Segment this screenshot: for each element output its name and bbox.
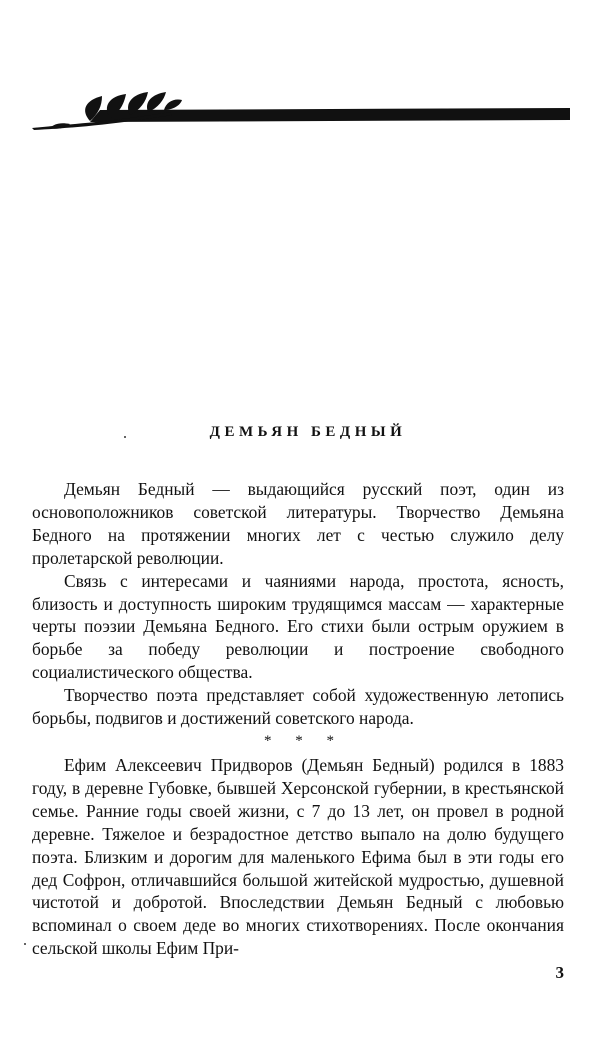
print-speck [24, 943, 26, 945]
page-number: 3 [555, 963, 564, 982]
paragraph: Творчество поэта представляет собой художественную летопись борьбы, подвигов и достижений советского народа. [32, 685, 564, 729]
paragraph: Демьян Бедный — выдающийся русский поэт, один из основоположников советской литературы. Творчество Демьяна Бедного на протяжении многих лет с честью служило делу пролетарской революции. [32, 479, 564, 568]
article-body [32, 478, 564, 960]
laurel-ornament-header [30, 88, 570, 136]
section-separator: * * * [264, 732, 344, 749]
print-speck [124, 436, 126, 438]
paragraph: Ефим Алексеевич Придворов (Демьян Бедный) родился в 1883 году, в деревне Губовке, бывшей Херсонской губернии, в крестьянской семье. Ранние годы своей жизни, с 7 до 13 лет, он провел в родной деревне. Тяжелое и безрадостное детство выпало на долю будущего поэта. Близким и дорогим для маленького Ефима был в эти годы его дед Софрон, отличавшийся большой житейской мудростью, душевной чистотой и добротой. Впоследствии Демьян Бедный с любовью вспоминал о своем деде во многих стихотворениях. После окончания сельской школы Ефим При- [32, 754, 564, 959]
chapter-title: ДЕМЬЯН БЕДНЫЙ [209, 424, 407, 440]
paragraph: Связь с интересами и чаяниями народа, простота, ясность, близость и доступность широким трудящимся массам — характерные черты поэзии Демьяна Бедного. Его стихи были острым оружием в борьбе за победу революции и построение свободного социалистического общества. [32, 570, 564, 683]
